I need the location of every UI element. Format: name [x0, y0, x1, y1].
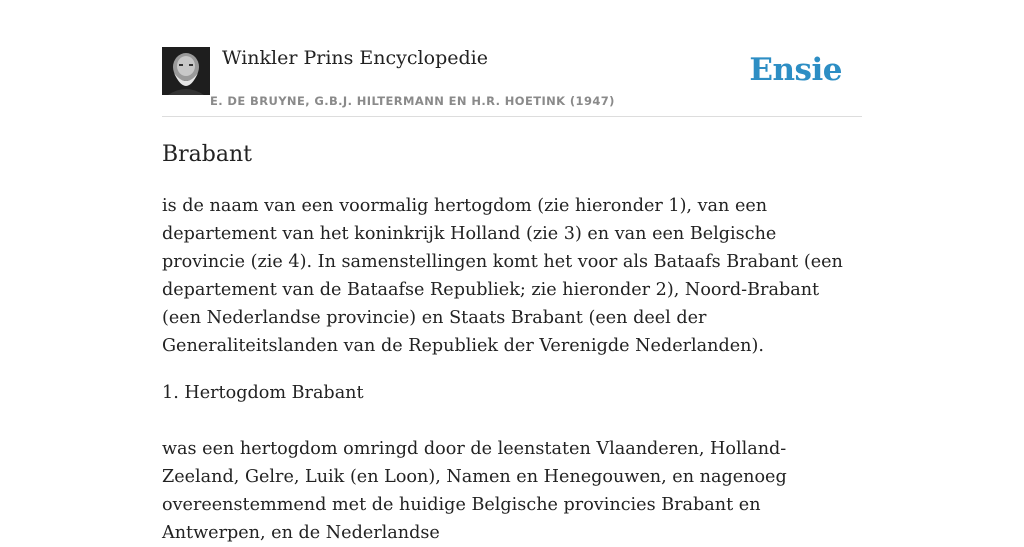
- site-title-link[interactable]: Winkler Prins Encyclopedie: [222, 47, 488, 69]
- site-header: [162, 0, 862, 117]
- article-title: Brabant: [162, 142, 253, 167]
- article-intro-paragraph: is de naam van een voormalig hertogdom (zie hieronder 1), van een departement van het koninkrijk Holland (zie 3) en van een Belgische provincie (zie 4). In samenstellingen komt het voor als Bataafs Brabant (een departement van de Bataafse Republiek; zie hieronder 2), Noord-Brabant (een Nederlandse provincie) en Staats Brabant (een deel der Generaliteitslanden van de Republiek der Verenigde Nederlanden).: [162, 196, 843, 356]
- page-container: [162, 0, 862, 543]
- section-paragraph: was een hertogdom omringd door de leenstaten Vlaanderen, Holland-Zeeland, Gelre, Luik (en Loon), Namen en Henegouwen, en nagenoeg overeenstemmend met de huidige Belgische provincies Brabant en Antwerpen, en de Nederlandse: [162, 439, 787, 543]
- ensie-logo-link[interactable]: Ensie: [749, 52, 842, 88]
- authors-byline: E. DE BRUYNE, G.B.J. HILTERMANN EN H.R. HOETINK (1947): [210, 94, 615, 108]
- section-heading: 1. Hertogdom Brabant: [162, 383, 364, 403]
- author-portrait: [162, 47, 210, 95]
